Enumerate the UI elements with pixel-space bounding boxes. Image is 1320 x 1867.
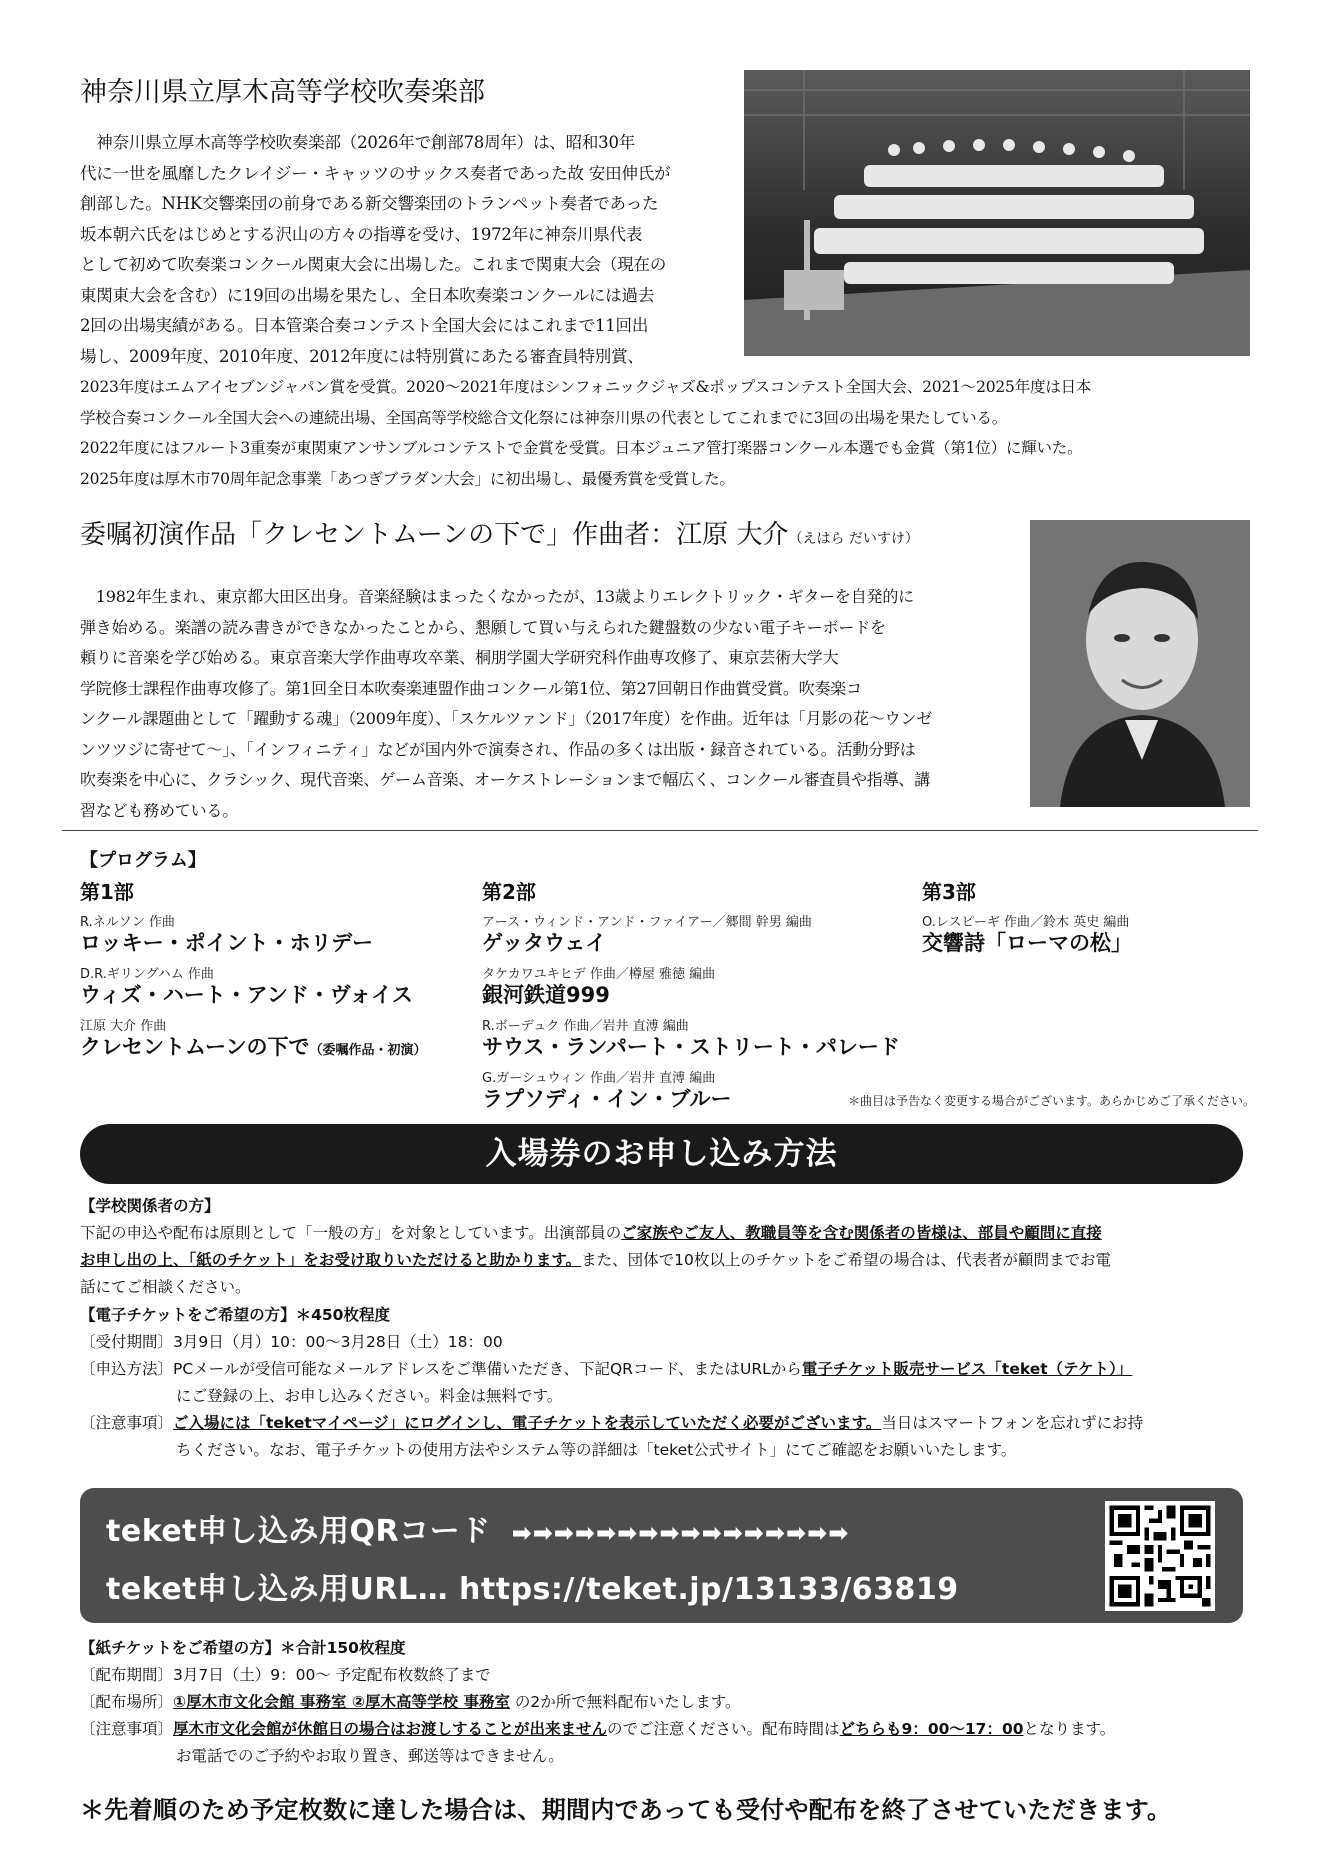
band-bio-line: 2025年度は厚木市70周年記念事業「あつぎブラダン大会」に初出場し、最優秀賞を受賞した。 <box>80 469 735 488</box>
composer-bio-line: 1982年生まれ、東京都大田区出身。音楽経験はまったくなかったが、13歳よりエレクトリック・ギターを自発的に <box>80 587 914 606</box>
electronic-method: 〔申込方法〕PCメールが受信可能なメールアドレスをご準備いただき、下記QRコード、またはURLから電子チケット販売サービス「teket（テケト）」 <box>80 1360 1133 1378</box>
program-piece: 銀河鉄道999 <box>482 983 610 1007</box>
band-heading: 神奈川県立厚木高等学校吹奏楽部 <box>80 77 485 108</box>
band-bio <box>80 128 1260 494</box>
teket-qr-label: teket申し込み用QRコード ➡➡➡➡➡➡➡➡➡➡➡➡➡➡➡➡ <box>106 1514 850 1549</box>
program-piece: ゲッタウェイ <box>482 931 607 955</box>
electronic-period: 〔受付期間〕3月9日（月）10：00〜3月28日（土）18：00 <box>80 1333 503 1351</box>
part-title: 第1部 <box>80 880 134 904</box>
composer-portrait-image <box>1030 520 1250 807</box>
composer-bio <box>80 582 1020 826</box>
band-bio-line: 代に一世を風靡したクレイジー・キャッツのサックス奏者であった故 安田伸氏が <box>80 163 671 183</box>
program-piece: ウィズ・ハート・アンド・ヴォイス <box>80 983 413 1007</box>
program-composer: 江原 大介 作曲 <box>80 1019 167 1034</box>
composer-heading <box>80 514 1020 551</box>
qr-code-icon[interactable] <box>1105 1501 1215 1611</box>
program-piece: 交響詩「ローマの松」 <box>922 931 1132 955</box>
program-composer: G.ガーシュウィン 作曲／岩井 直溥 編曲 <box>482 1071 716 1086</box>
teket-url[interactable]: teket申し込み用URL… https://teket.jp/13133/63819 <box>106 1572 959 1607</box>
composer-reading: （えはら だいすけ） <box>788 531 919 547</box>
part-title: 第3部 <box>922 880 976 904</box>
band-bio-line: 2回の出場実績がある。日本管楽合奏コンテスト全国大会にはこれまで11回出 <box>80 316 649 335</box>
arrow-right-icon: ➡➡➡➡➡➡➡➡➡➡➡➡➡➡➡➡ <box>511 1519 850 1547</box>
electronic-method-cont: にご登録の上、お申し込みください。料金は無料です。 <box>176 1387 563 1405</box>
band-bio-line: 神奈川県立厚木高等学校吹奏楽部（2026年で創部78周年）は、昭和30年 <box>80 133 636 152</box>
paper-section <box>80 1635 1255 1770</box>
program-composer: R.ネルソン 作曲 <box>80 915 175 930</box>
final-notice: ＊先着順のため予定枚数に達した場合は、期間内であっても受付や配布を終了させていただきます。 <box>80 1796 1172 1824</box>
program-piece: ロッキー・ポイント・ホリデー <box>80 931 374 955</box>
electronic-heading: 【電子チケットをご希望の方】＊450枚程度 <box>80 1306 390 1324</box>
composer-bio-line: 学院修士課程作曲専攻修了。第1回全日本吹奏楽連盟作曲コンクール第1位、第27回朝日作曲賞受賞。吹奏楽コ <box>80 678 862 698</box>
program-part-2 <box>482 876 902 1113</box>
band-bio-line: 場し、2009年度、2010年度、2012年度には特別賞にあたる審査員特別賞、 <box>80 346 644 366</box>
part-title: 第2部 <box>482 880 536 904</box>
paper-place: 〔配布場所〕①厚木市文化会館 事務室 ②厚木高等学校 事務室 の2か所で無料配布いたします。 <box>80 1693 741 1711</box>
program-composer: R.ボーデュク 作曲／岩井 直溥 編曲 <box>482 1019 689 1034</box>
program-piece: サウス・ランパート・ストリート・パレード <box>482 1035 900 1059</box>
composer-bio-line: ンクール課題曲として「躍動する魂」（2009年度）、「スケルツァンド」（2017年度）を作曲。近年は「月影の花〜ウンゼ <box>80 709 933 728</box>
section-divider <box>62 830 1258 831</box>
program-piece-row <box>80 1034 500 1064</box>
composer-bio-line: 吹奏楽を中心に、クラシック、現代音楽、ゲーム音楽、オーケストレーションまで幅広く、コンクール審査員や指導、講 <box>80 770 931 789</box>
composer-bio-line: 習なども務めている。 <box>80 800 239 820</box>
school-line: お申し出の上、「紙のチケット」をお受け取りいただけると助かります。また、団体で10枚以上のチケットをご希望の場合は、代表者が顧問までお電 <box>80 1251 1111 1269</box>
electronic-notes: 〔注意事項〕ご入場には「teketマイページ」にログインし、電子チケットを表示していただく必要がございます。当日はスマートフォンを忘れずにお持 <box>80 1414 1144 1432</box>
band-bio-line: 2023年度はエムアイセブンジャパン賞を受賞。2020〜2021年度はシンフォニックジャズ&ポップスコンテスト全国大会、2021〜2025年度は日本 <box>80 378 1092 396</box>
program-part-3 <box>922 876 1242 957</box>
composer-photo <box>1030 520 1250 807</box>
program-piece: クレセントムーンの下で <box>80 1035 310 1059</box>
school-line: 話にてご相談ください。 <box>80 1278 251 1296</box>
ticket-banner: 入場券のお申し込み方法 <box>80 1124 1243 1184</box>
teket-service-link[interactable]: 電子チケット販売サービス「teket（テケト）」 <box>801 1360 1133 1378</box>
program-part-1 <box>80 876 500 1064</box>
band-bio-line: として初めて吹奏楽コンクール関東大会に出場した。これまで関東大会（現在の <box>80 255 667 274</box>
band-bio-line: 創部した。NHK交響楽団の前身である新交響楽団のトランペット奏者であった <box>80 194 659 213</box>
teket-qr-panel <box>80 1488 1243 1623</box>
program-heading: 【プログラム】 <box>80 850 206 871</box>
program-piece: ラプソディ・イン・ブルー <box>482 1087 732 1111</box>
band-bio-line: 坂本朝六氏をはじめとする沢山の方々の指導を受け、1972年に神奈川県代表 <box>80 224 643 244</box>
composer-bio-line: 頼りに音楽を学び始める。東京音楽大学作曲専攻卒業、桐朋学園大学研究科作曲専攻修了、東京芸術大学大 <box>80 648 839 667</box>
program-composer: タケカワユキヒデ 作曲／樽屋 雅徳 編曲 <box>482 967 716 982</box>
composer-bio-line: ンツツジに寄せて〜」、「インフィニティ」などが国内外で演奏され、作品の多くは出版・録音されている。活動分野は <box>80 739 916 759</box>
band-bio-line: 学校合奏コンクール全国大会への連続出場、全国高等学校総合文化祭には神奈川県の代表としてこれまでに3回の出場を果たしている。 <box>80 408 1008 427</box>
paper-notes: 〔注意事項〕厚木市文化会館が休館日の場合はお渡しすることが出来ませんのでご注意ください。配布時間はどちらも9：00〜17：00となります。 <box>80 1720 1116 1738</box>
electronic-notes-cont: ちください。なお、電子チケットの使用方法やシステム等の詳細は「teket公式サイト」にてご確認をお願いいたします。 <box>176 1441 1017 1459</box>
program-composer: O.レスピーギ 作曲／鈴木 英史 編曲 <box>922 915 1130 930</box>
school-section <box>80 1193 1250 1464</box>
composer-bio-line: 弾き始める。楽譜の読み書きができなかったことから、懇願して買い与えられた鍵盤数の少ない電子キーボードを <box>80 617 886 637</box>
school-heading: 【学校関係者の方】 <box>80 1197 220 1215</box>
program-composer: アース・ウィンド・アンド・ファイアー／郷間 幹男 編曲 <box>482 915 812 930</box>
paper-notes-cont: お電話でのご予約やお取り置き、郵送等はできません。 <box>176 1747 564 1765</box>
composer-heading-text: 委嘱初演作品「クレセントムーンの下で」作曲者：江原 大介 <box>80 520 789 550</box>
program-piece-tag: （委嘱作品・初演） <box>309 1043 427 1058</box>
paper-heading: 【紙チケットをご希望の方】＊合計150枚程度 <box>80 1639 406 1657</box>
paper-period: 〔配布期間〕3月7日（土）9：00〜 予定配布枚数終了まで <box>80 1666 491 1684</box>
school-line: 下記の申込や配布は原則として「一般の方」を対象としています。出演部員のご家族やご友人、教職員等を含む関係者の皆様は、部員や顧問に直接 <box>80 1224 1102 1242</box>
program-note: ＊曲目は予告なく変更する場合がございます。あらかじめご了承ください。 <box>848 1094 1256 1108</box>
band-bio-line: 東関東大会を含む）に19回の出場を果たし、全日本吹奏楽コンクールには過去 <box>80 285 655 305</box>
band-bio-line: 2022年度にはフルート3重奏が東関東アンサンブルコンテストで金賞を受賞。日本ジュニア管打楽器コンクール本選でも金賞（第1位）に輝いた。 <box>80 439 1083 457</box>
program-composer: D.R.ギリングハム 作曲 <box>80 967 214 982</box>
